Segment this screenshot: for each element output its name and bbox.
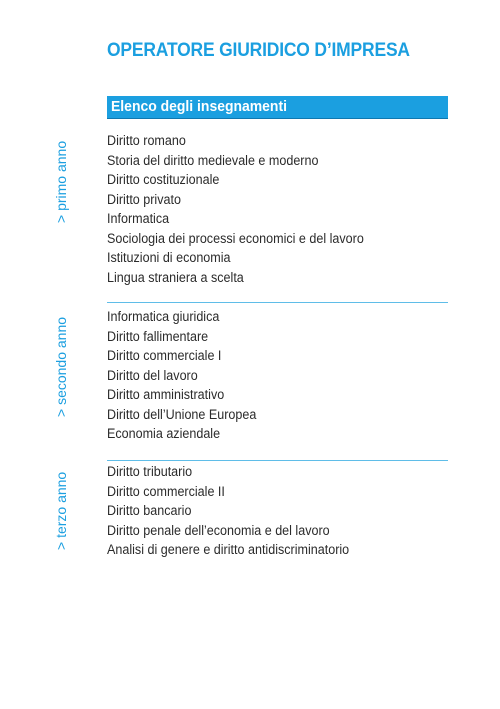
course-item: Diritto tributario	[107, 464, 193, 479]
course-item: Sociologia dei processi economici e del lavoro	[107, 230, 364, 246]
course-item: Diritto fallimentare	[107, 328, 209, 344]
year-label: > primo anno	[53, 140, 69, 223]
course-list	[107, 307, 268, 444]
course-item: Diritto commerciale I	[107, 348, 222, 363]
course-item: Diritto privato	[107, 191, 181, 207]
course-list	[107, 462, 367, 560]
course-item: Informatica	[107, 211, 170, 226]
course-list	[107, 131, 383, 287]
section-divider	[107, 460, 448, 461]
section-divider	[107, 302, 448, 303]
course-item: Diritto costituzionale	[107, 172, 220, 187]
list-header-label: Elenco degli insegnamenti	[111, 98, 287, 115]
course-item: Diritto commerciale II	[107, 483, 225, 499]
course-item: Analisi di genere e diritto antidiscriminatorio	[107, 542, 350, 557]
course-item: Diritto amministrativo	[107, 387, 225, 402]
list-header-bar	[107, 96, 448, 119]
course-item: Lingua straniera a scelta	[107, 269, 244, 285]
course-item: Diritto dell’Unione Europea	[107, 406, 257, 422]
course-item: Istituzioni di economia	[107, 250, 231, 265]
course-item: Informatica giuridica	[107, 309, 220, 324]
year-label: > secondo anno	[53, 316, 69, 417]
course-item: Diritto del lavoro	[107, 367, 198, 383]
course-item: Storia del diritto medievale e moderno	[107, 152, 319, 168]
course-item: Diritto bancario	[107, 503, 192, 518]
page-title: OPERATORE GIURIDICO D’IMPRESA	[107, 40, 410, 61]
course-item: Economia aziendale	[107, 426, 221, 441]
year-label: > terzo anno	[53, 471, 69, 550]
course-item: Diritto penale dell’economia e del lavoro	[107, 522, 330, 538]
course-item: Diritto romano	[107, 133, 186, 148]
